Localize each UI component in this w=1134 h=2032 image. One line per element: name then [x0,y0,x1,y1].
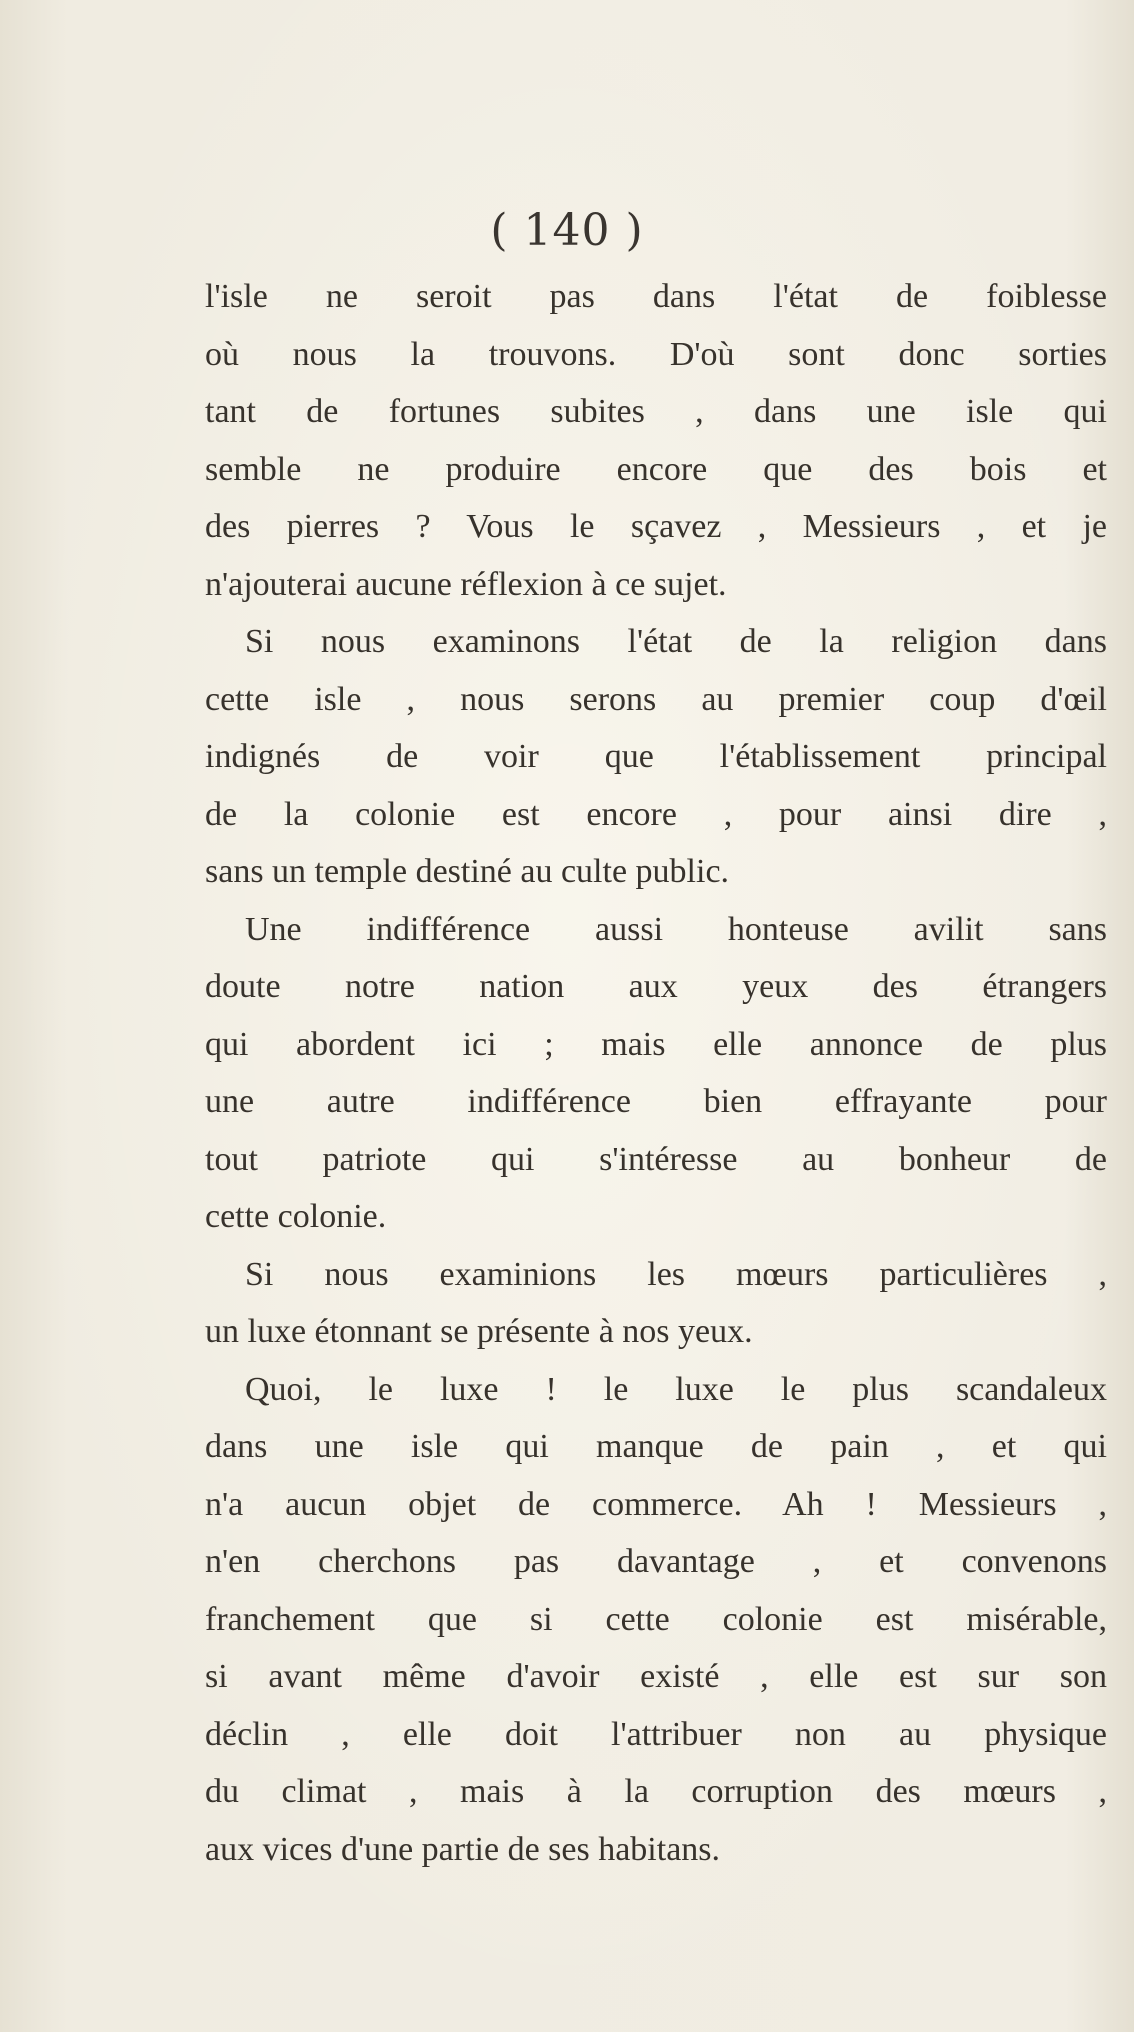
body-text [205,268,1107,1878]
text-line: dans une isle qui manque de pain , et qui [205,1428,1107,1465]
text-line: semble ne produire encore que des bois et [205,450,1107,488]
paragraph-start-line: Si nous examinons l'état de la religion dans [245,623,1107,660]
text-line: déclin , elle doit l'attribuer non au physique [205,1715,1107,1753]
text-line: si avant même d'avoir existé , elle est sur son [205,1658,1107,1695]
text-line: n'ajouterai aucune réflexion à ce sujet. [205,565,727,603]
text-line: n'a aucun objet de commerce. Ah ! Messieurs , [205,1485,1107,1523]
text-line: des pierres ? Vous le sçavez , Messieurs , et je [205,508,1107,545]
text-line: tout patriote qui s'intéresse au bonheur de [205,1140,1107,1178]
text-line: du climat , mais à la corruption des mœurs , [205,1773,1107,1810]
text-line: aux vices d'une partie de ses habitans. [205,1830,721,1868]
text-line: où nous la trouvons. D'où sont donc sorties [205,335,1107,373]
text-line: cette colonie. [205,1198,387,1235]
text-line: sans un temple destiné au culte public. [205,853,730,890]
text-line: n'en cherchons pas davantage , et convenons [205,1543,1107,1580]
text-line: cette isle , nous serons au premier coup d'œil [205,680,1107,718]
paragraph-start-line: Une indifférence aussi honteuse avilit sans [245,910,1107,948]
text-line: un luxe étonnant se présente à nos yeux. [205,1313,753,1350]
text-line: tant de fortunes subites , dans une isle qui [205,393,1107,430]
page-number: ( 140 ) [490,205,644,256]
text-line: qui abordent ici ; mais elle annonce de plus [205,1025,1107,1063]
text-line: l'isle ne seroit pas dans l'état de foiblesse [205,278,1107,315]
paragraph-start-line: Si nous examinions les mœurs particulières , [245,1255,1107,1293]
text-line: de la colonie est encore , pour ainsi dire , [205,795,1107,833]
text-line: franchement que si cette colonie est misérable, [205,1600,1107,1638]
text-line: indignés de voir que l'établissement principal [205,738,1107,775]
paragraph-start-line: Quoi, le luxe ! le luxe le plus scandaleux [245,1370,1107,1408]
text-line: doute notre nation aux yeux des étrangers [205,968,1107,1005]
text-line: une autre indifférence bien effrayante pour [205,1083,1107,1120]
